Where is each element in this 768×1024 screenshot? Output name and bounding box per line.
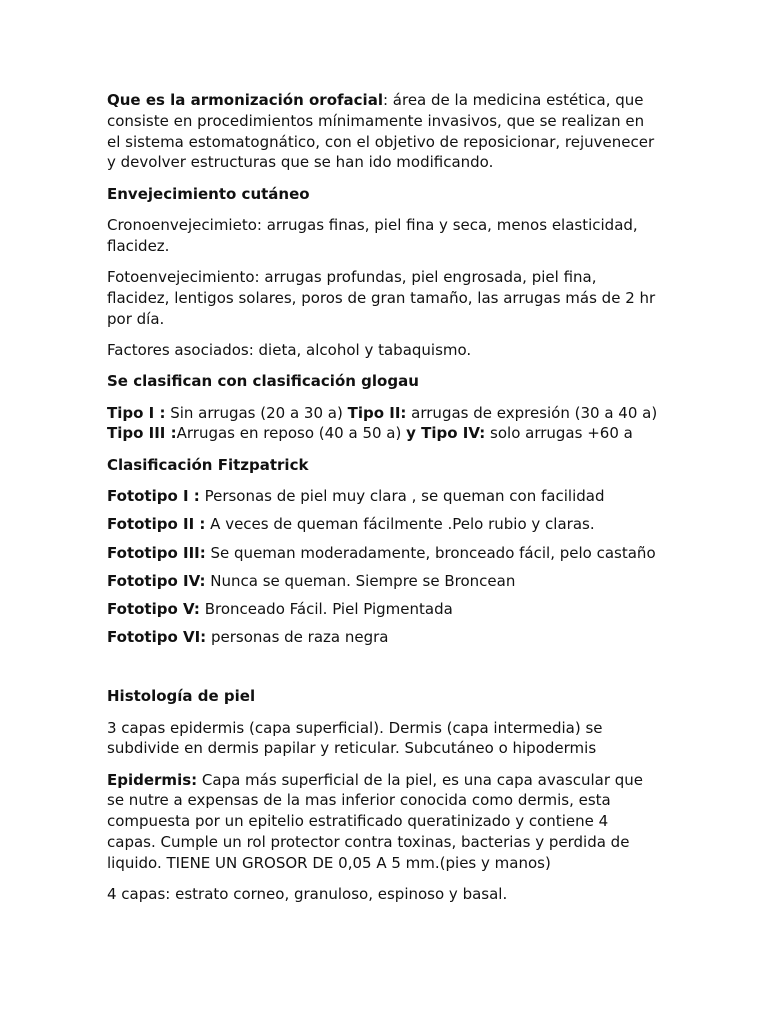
intro-line-1: Que es la armonización orofacial: área de la medicina estética, que (107, 91, 644, 109)
chrono-paragraph: Cronoenvejecimieto: arrugas finas, piel fina y seca, menos elasticidad, flacidez. (107, 215, 638, 255)
histology-heading: Histología de piel (107, 687, 256, 706)
fitz-item: Fototipo IV: Nunca se queman. Siempre se Broncean (107, 571, 516, 590)
fitz-item: Fototipo I : Personas de piel muy clara , se queman con facilidad (107, 486, 605, 505)
fitz-item: Fototipo VI: personas de raza negra (107, 628, 389, 647)
fitz-item: Fototipo III: Se queman moderadamente, bronceado fácil, pelo castaño (107, 543, 656, 562)
glogau-line-1: Tipo I : Sin arrugas (20 a 30 a) Tipo II: arrugas de expresión (30 a 40 a) (107, 403, 658, 422)
factors-paragraph: Factores asociados: dieta, alcohol y tabaquismo. (107, 340, 472, 359)
glogau-heading: Se clasifican con clasificación glogau (107, 372, 419, 391)
fitz-item: Fototipo V: Bronceado Fácil. Piel Pigmentada (107, 600, 453, 619)
epidermis-paragraph: Epidermis: Capa más superficial de la piel, es una capa avascular que se nutre a expensas de la mas inferior conocida como dermis, esta compuesta por un epitelio estratificado queratinizado y contiene 4 capas. Cumple un rol protector contra toxinas, bacterias y perdida de liquido. TIENE UN GROSOR DE 0,05 A 5 mm.(pies y manos) (107, 770, 644, 872)
intro-paragraph (107, 90, 667, 173)
fitz-heading: Clasificación Fitzpatrick (107, 455, 309, 474)
strata-paragraph: 4 capas: estrato corneo, granuloso, espinoso y basal. (107, 885, 508, 904)
intro-title: Que es la armonización orofacial (107, 91, 383, 109)
intro-line-3: el sistema estomatognático, con el objetivo de reposicionar, rejuvenecer (107, 132, 655, 151)
layers-paragraph: 3 capas epidermis (capa superficial). Dermis (capa intermedia) se subdivide en dermis papilar y reticular. Subcutáneo o hipodermis (107, 718, 603, 758)
intro-line-4: y devolver estructuras que se han ido modificando. (107, 153, 494, 172)
glogau-line-2: Tipo III :Arrugas en reposo (40 a 50 a) y Tipo IV: solo arrugas +60 a (107, 424, 633, 443)
photo-paragraph: Fotoenvejecimiento: arrugas profundas, piel engrosada, piel fina, flacidez, lentigos solares, poros de gran tamaño, las arrugas más de 2 hr por día. (107, 268, 656, 328)
aging-heading: Envejecimiento cutáneo (107, 184, 310, 203)
fitz-item: Fototipo II : A veces de queman fácilmente .Pelo rubio y claras. (107, 515, 595, 534)
document-page (107, 90, 667, 915)
intro-line-2: consiste en procedimientos mínimamente invasivos, que se realizan en (107, 111, 645, 130)
glogau-types (107, 403, 667, 445)
